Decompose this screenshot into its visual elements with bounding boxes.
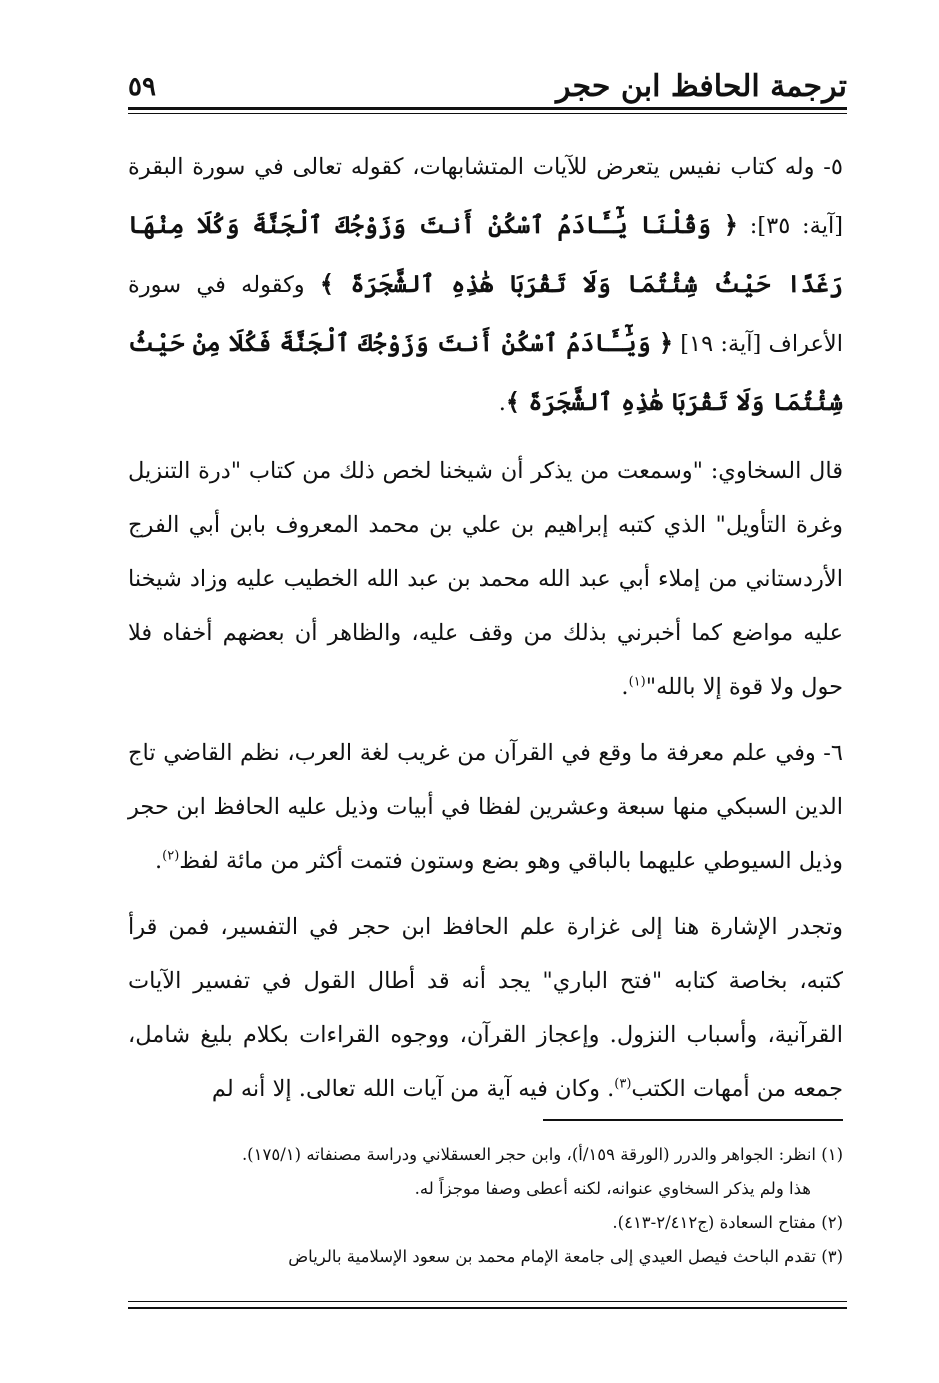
paragraph-text: قال السخاوي: "وسمعت من يذكر أن شيخنا لخص ذلك من كتاب "درة التنزيل وغرة التأويل" الذي كتبه إبراهيم بن علي بن محمد المعروف بابن أبي الفرج الأردستاني من إملاء أبي عبد الله محمد بن عبد الله الخطيب عليه وزاد شيخنا عليه مواضع كما أخبرني بذلك من وقف عليه، والظاهر أن بعضهم أخفاه فلا حول ولا قوة إلا بالله" xyxy=(128,458,843,700)
footnote-2: (٢) مفتاح السعادة (ج٢/٤١٢-٤١٣). xyxy=(612,1213,843,1232)
footnote-3: (٣) تقدم الباحث فيصل العيدي إلى جامعة الإمام محمد بن سعود الإسلامية بالرياض xyxy=(288,1247,843,1266)
paragraph-middle: وكقوله في سورة الأعراف [آية: ١٩] xyxy=(128,272,843,357)
running-title: ترجمة الحافظ ابن حجر xyxy=(556,69,847,104)
quran-verse-baqara: ﴿ وَقُلْنَا يَٰٓـَٔادَمُ ٱسْكُنْ أَنتَ وَزَوْجُكَ ٱلْجَنَّةَ وَكُلَا مِنْهَا رَغَدًا حَيْثُ شِئْتُمَا وَلَا تَقْرَبَا هَٰذِهِ ٱلشَّجَرَةَ ﴾ xyxy=(128,210,843,298)
bottom-rule-thick xyxy=(128,1307,847,1309)
page-number: ٥٩ xyxy=(128,72,156,102)
footnote-separator xyxy=(543,1119,843,1121)
paragraph-tafsir xyxy=(128,900,843,1116)
footnote-ref-3[interactable]: (٣) xyxy=(614,1076,632,1092)
header-rule xyxy=(128,107,847,110)
paragraph-text: ٦- وفي علم معرفة ما وقع في القرآن من غريب لغة العرب، نظم القاضي تاج الدين السبكي منها سبعة وعشرين لفظا في أبيات وذيل عليه الحافظ ابن حجر وذيل السيوطي عليهما بالباقي وهو بضع وستون فتمت أكثر من مائة لفظ xyxy=(128,740,843,874)
paragraph-text: وتجدر الإشارة هنا إلى غزارة علم الحافظ ابن حجر في التفسير، فمن قرأ كتبه، بخاصة كتابه "فتح الباري" يجد أنه قد أطال القول في تفسير الآيات القرآنية، وأسباب النزول. وإعجاز القرآن، ووجوه القراءات بكلام بليغ شامل، جمعه من أمهات الكتب xyxy=(128,914,843,1102)
paragraph-intro: ٥- وله كتاب نفيس يتعرض للآيات المتشابهات، كقوله تعالى في سورة البقرة [آية: ٣٥]: xyxy=(128,154,843,239)
paragraph-5-mutashabihat xyxy=(128,138,843,432)
paragraph-sakhawi-quote xyxy=(128,444,843,714)
footnote-ref-2[interactable]: (٢) xyxy=(162,848,180,864)
bottom-rule xyxy=(128,1301,847,1302)
main-text xyxy=(128,138,843,1128)
quran-verse-araf: ﴿ وَيَٰٓـَٔادَمُ ٱسْكُنْ أَنتَ وَزَوْجُكَ ٱلْجَنَّةَ فَكُلَا مِنْ حَيْثُ شِئْتُمَا وَلَا تَقْرَبَا هَٰذِهِ ٱلشَّجَرَةَ ﴾ xyxy=(128,328,843,416)
page-header xyxy=(128,62,847,108)
footnote-1: (١) انظر: الجواهر والدرر (الورقة ١٥٩/أ)، وابن حجر العسقلاني ودراسة مصنفاته (١٧٥/١). xyxy=(241,1145,843,1164)
paragraph-end: . xyxy=(621,674,629,700)
paragraph-6-gharib xyxy=(128,726,843,888)
paragraph-end: . xyxy=(498,390,506,416)
header-rule-thin xyxy=(128,113,847,114)
paragraph-end: . xyxy=(154,848,163,874)
footnote-1-continuation: هذا ولم يذكر السخاوي عنوانه، لكنه أعطى وصفا موجزاً له. xyxy=(414,1179,811,1198)
paragraph-end: . وكان فيه آية من آيات الله تعالى. إلا أنه لم xyxy=(211,1076,615,1102)
footnote-ref-1[interactable]: (١) xyxy=(628,674,646,690)
footnotes xyxy=(128,1138,843,1274)
